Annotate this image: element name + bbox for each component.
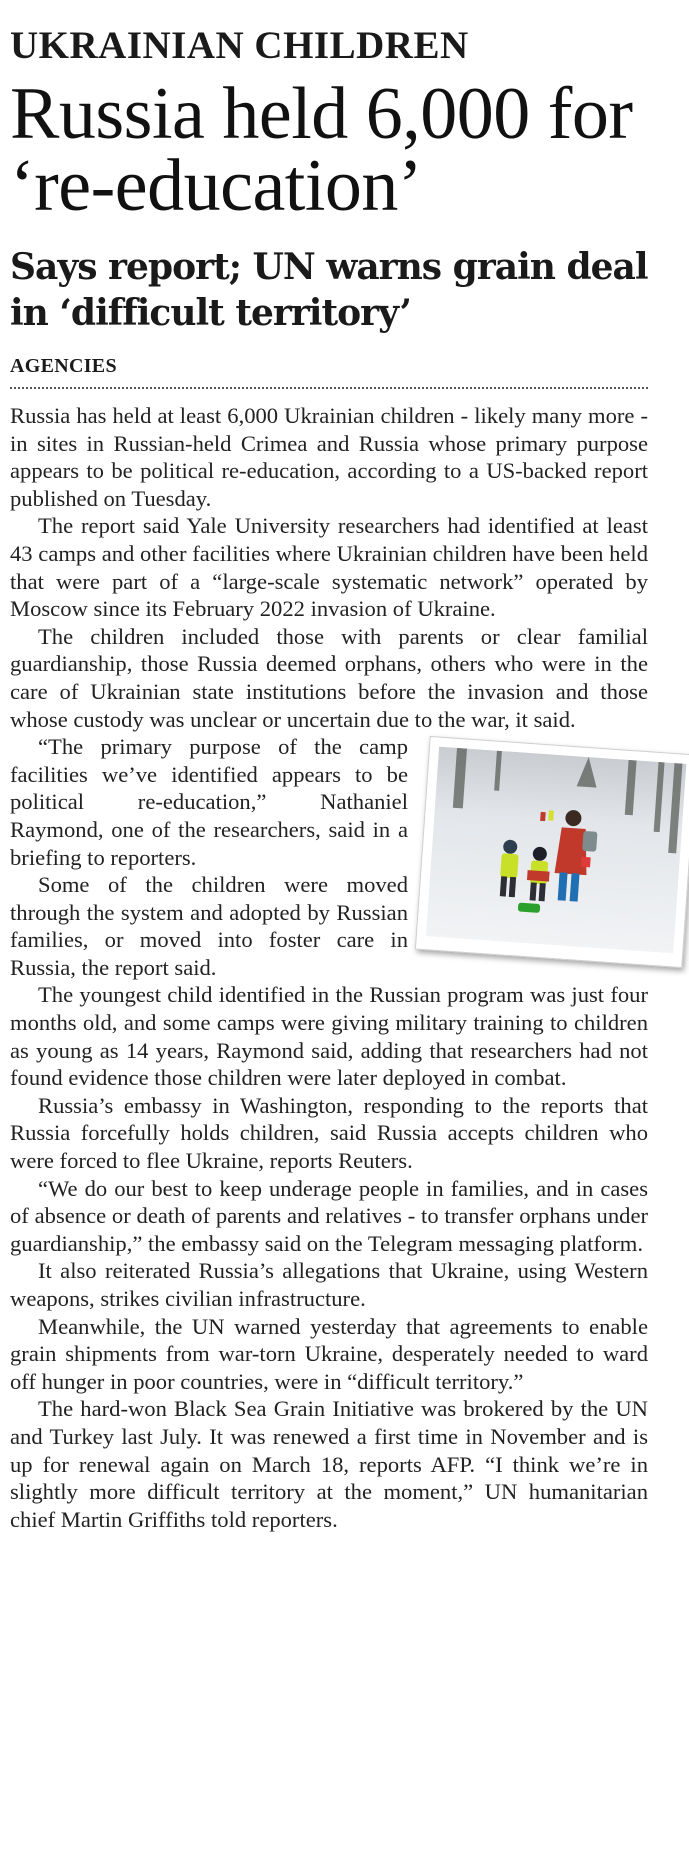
paragraph: “We do our best to keep underage people in families, and in cases of absence or death of parents and relatives - to transfer orphans under guardianship,” the embassy said on the Telegram messaging platform.	[10, 1175, 648, 1256]
paragraph: It also reiterated Russia’s allegations that Ukraine, using Western weapons, strikes civilian infrastructure.	[10, 1258, 648, 1311]
article-body	[10, 402, 648, 1533]
photo-container	[422, 739, 689, 953]
paragraph: The report said Yale University researchers had identified at least 43 camps and other facilities where Ukrainian children have been held that were part of a “large-scale systematic network” operated by Moscow since its February 2022 invasion of Ukraine.	[10, 513, 648, 622]
news-article	[10, 0, 648, 1533]
green-sled	[518, 903, 541, 914]
snow-scene-image	[426, 747, 687, 954]
article-photo	[415, 736, 689, 968]
subheadline: Says report; UN warns grain deal in ‘difficult territory’	[10, 246, 648, 334]
paragraph: The hard-won Black Sea Grain Initiative was brokered by the UN and Turkey last July. It was renewed a first time in November and is up for renewal again on March 18, reports AFP. “I think we’re in slightly more difficult territory at the moment,” UN humanitarian chief Martin Griffiths told reporters.	[10, 1396, 648, 1532]
byline: AGENCIES	[10, 354, 648, 389]
paragraph: The youngest child identified in the Russian program was just four months old, and some camps were giving military training to children as young as 14 years, Raymond said, adding that researchers had not found evidence those children were later deployed in combat.	[10, 982, 648, 1091]
paragraph: Russia’s embassy in Washington, responding to the reports that Russia forcefully holds children, said Russia accepts children who were forced to flee Ukraine, reports Reuters.	[10, 1092, 648, 1174]
section-kicker: UKRAINIAN CHILDREN	[10, 24, 469, 67]
paragraph: Meanwhile, the UN warned yesterday that agreements to enable grain shipments from war-torn Ukraine, desperately needed to ward off hunger in poor countries, were in “difficult territory.”	[10, 1313, 648, 1394]
paragraph: “The primary purpose of the camp facilities we’ve identified appears to be political re-education,” Nathaniel Raymond, one of the researchers, said in a briefing to reporters.	[10, 734, 408, 870]
headline: Russia held 6,000 for ‘re-education’	[10, 73, 633, 227]
paragraph: The children included those with parents or clear familial guardianship, those Russia deemed orphans, others who were in the care of Ukrainian state institutions before the invasion and those whose custody was unclear or uncertain due to the war, it said.	[10, 623, 648, 732]
paragraph: Russia has held at least 6,000 Ukrainian children - likely many more - in sites in Russian-held Crimea and Russia whose primary purpose appears to be political re-education, according to a US-backed report published on Tuesday.	[10, 403, 648, 511]
paragraph: Some of the children were moved through the system and adopted by Russian families, or moved into foster care in Russia, the report said.	[10, 872, 408, 980]
